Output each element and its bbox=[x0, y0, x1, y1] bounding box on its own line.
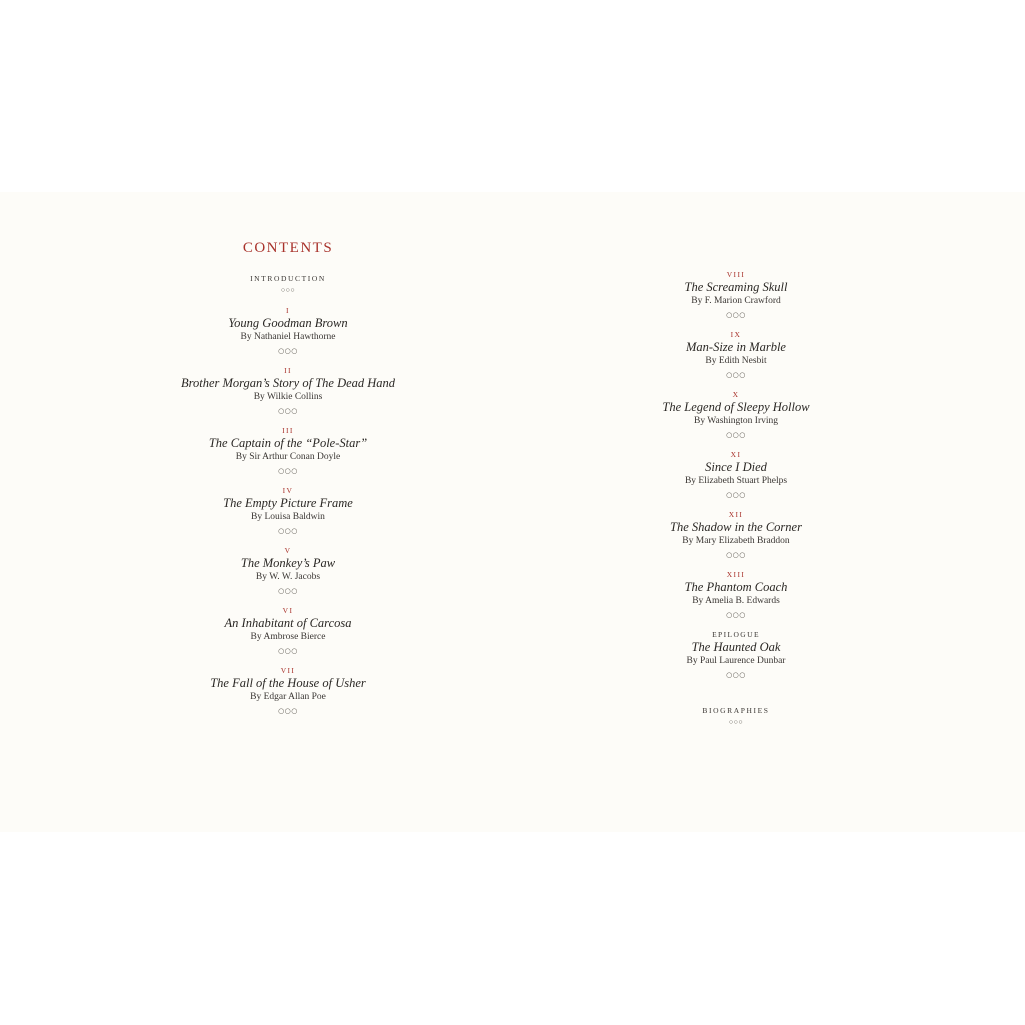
chapter-numeral: VIII bbox=[726, 270, 746, 279]
ornament-divider: ○○○ bbox=[278, 407, 298, 415]
story-author: By Edgar Allan Poe bbox=[250, 692, 326, 702]
toc-entry-11[interactable] bbox=[586, 450, 886, 502]
toc-entry-6[interactable] bbox=[138, 606, 438, 658]
story-author: By Ambrose Bierce bbox=[250, 632, 326, 642]
story-title: The Haunted Oak bbox=[691, 640, 781, 654]
toc-entry-epilogue[interactable] bbox=[586, 630, 886, 682]
ornament-divider: ○○○ bbox=[726, 311, 746, 319]
story-author: By Edith Nesbit bbox=[705, 356, 767, 366]
introduction-label: INTRODUCTION bbox=[250, 274, 326, 283]
toc-entry-13[interactable] bbox=[586, 570, 886, 622]
ornament-divider: ○○○ bbox=[726, 611, 746, 619]
chapter-numeral: II bbox=[284, 366, 292, 375]
chapter-numeral: IX bbox=[730, 330, 742, 339]
chapter-numeral: III bbox=[282, 426, 294, 435]
story-author: By Paul Laurence Dunbar bbox=[686, 656, 786, 666]
chapter-numeral: XII bbox=[728, 510, 744, 519]
ornament-divider: ○○○ bbox=[278, 707, 298, 715]
toc-entry-9[interactable] bbox=[586, 330, 886, 382]
chapter-numeral: X bbox=[732, 390, 740, 399]
chapter-numeral: I bbox=[286, 306, 290, 315]
story-title: The Fall of the House of Usher bbox=[210, 676, 366, 690]
toc-entry-8[interactable] bbox=[586, 270, 886, 322]
story-author: By Sir Arthur Conan Doyle bbox=[235, 452, 341, 462]
story-author: By Elizabeth Stuart Phelps bbox=[684, 476, 788, 486]
chapter-numeral: IV bbox=[282, 486, 294, 495]
toc-entry-10[interactable] bbox=[586, 390, 886, 442]
ornament-divider: ○○○ bbox=[728, 718, 744, 726]
story-author: By Amelia B. Edwards bbox=[692, 596, 780, 606]
ornament-divider: ○○○ bbox=[726, 371, 746, 379]
ornament-divider: ○○○ bbox=[726, 671, 746, 679]
ornament-divider: ○○○ bbox=[726, 431, 746, 439]
epilogue-label: EPILOGUE bbox=[712, 630, 760, 639]
story-title: The Legend of Sleepy Hollow bbox=[662, 400, 810, 414]
biographies-label: BIOGRAPHIES bbox=[702, 706, 770, 715]
story-author: By Wilkie Collins bbox=[253, 392, 323, 402]
toc-entry-12[interactable] bbox=[586, 510, 886, 562]
story-title: Brother Morgan’s Story of The Dead Hand bbox=[180, 376, 396, 390]
ornament-divider: ○○○ bbox=[278, 527, 298, 535]
ornament-divider: ○○○ bbox=[726, 551, 746, 559]
ornament-divider: ○○○ bbox=[278, 467, 298, 475]
toc-entry-3[interactable] bbox=[138, 426, 438, 478]
toc-entry-7[interactable] bbox=[138, 666, 438, 718]
story-author: By W. W. Jacobs bbox=[255, 572, 321, 582]
biographies-entry[interactable] bbox=[586, 706, 886, 729]
story-author: By Nathaniel Hawthorne bbox=[240, 332, 336, 342]
ornament-divider: ○○○ bbox=[726, 491, 746, 499]
story-author: By Louisa Baldwin bbox=[251, 512, 325, 522]
chapter-numeral: XIII bbox=[726, 570, 746, 579]
story-title: The Shadow in the Corner bbox=[670, 520, 802, 534]
introduction-entry[interactable] bbox=[138, 274, 438, 297]
story-title: The Empty Picture Frame bbox=[223, 496, 353, 510]
story-title: Young Goodman Brown bbox=[228, 316, 348, 330]
ornament-divider: ○○○ bbox=[278, 647, 298, 655]
story-title: The Captain of the “Pole-Star” bbox=[208, 436, 368, 450]
toc-entry-5[interactable] bbox=[138, 546, 438, 598]
ornament-divider: ○○○ bbox=[278, 347, 298, 355]
story-title: Man-Size in Marble bbox=[686, 340, 786, 354]
story-author: By Washington Irving bbox=[693, 416, 779, 426]
toc-entry-1[interactable] bbox=[138, 306, 438, 358]
chapter-numeral: V bbox=[284, 546, 292, 555]
book-spread bbox=[0, 192, 1025, 832]
toc-entry-4[interactable] bbox=[138, 486, 438, 538]
chapter-numeral: VI bbox=[282, 606, 294, 615]
toc-entry-2[interactable] bbox=[138, 366, 438, 418]
story-title: An Inhabitant of Carcosa bbox=[224, 616, 352, 630]
story-author: By F. Marion Crawford bbox=[691, 296, 781, 306]
story-title: The Phantom Coach bbox=[684, 580, 788, 594]
ornament-divider: ○○○ bbox=[278, 587, 298, 595]
ornament-divider: ○○○ bbox=[280, 286, 296, 294]
chapter-numeral: XI bbox=[730, 450, 742, 459]
contents-heading: CONTENTS bbox=[242, 240, 334, 256]
story-author: By Mary Elizabeth Braddon bbox=[682, 536, 790, 546]
chapter-numeral: VII bbox=[280, 666, 296, 675]
story-title: The Monkey’s Paw bbox=[240, 556, 336, 570]
story-title: The Screaming Skull bbox=[684, 280, 788, 294]
story-title: Since I Died bbox=[705, 460, 767, 474]
